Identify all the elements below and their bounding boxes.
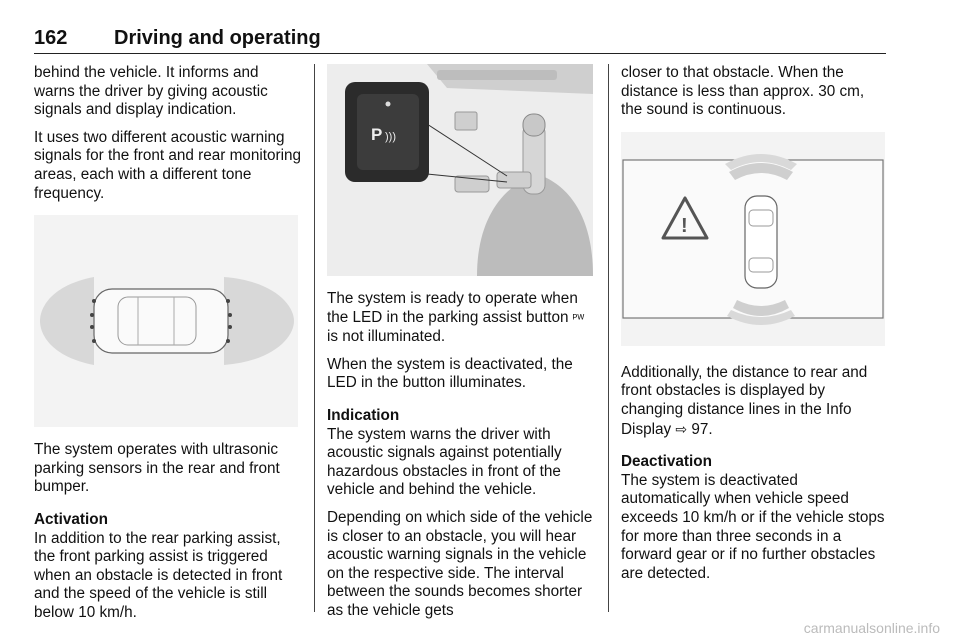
paragraph: In addition to the rear parking assist, the front parking assist is triggered when an obstacle is detected in front and the speed of the vehicle is still below 10 km/h. bbox=[34, 529, 283, 621]
column-2 bbox=[327, 64, 597, 630]
paragraph: closer to that obstacle. When the distance is less than approx. 30 cm, the sound is continuous. bbox=[621, 64, 865, 119]
page-number: 162 bbox=[34, 27, 68, 49]
heading-indication: Indication bbox=[327, 406, 400, 424]
sensor-wave-icon: ))) bbox=[385, 131, 396, 143]
paragraph: It uses two different acoustic warning signals for the front and rear monitoring areas, each with a different tone frequency. bbox=[34, 128, 301, 202]
paragraph-text: The system is ready to operate when the LED in the parking assist button bbox=[327, 290, 578, 326]
paragraph: Depending on which side of the vehicle is closer to an obstacle, you will hear acoustic warning signals in the vehicle on the respective side. The interval between the sounds becomes shorter as the vehicle gets bbox=[327, 508, 593, 619]
console-button-figure bbox=[327, 64, 593, 276]
parking-button-label: P bbox=[371, 125, 383, 144]
page-reference-icon: ⇨ bbox=[675, 420, 688, 437]
info-display-figure bbox=[621, 132, 885, 346]
paragraph: behind the vehicle. It informs and warns the driver by giving acoustic signals and display indication. bbox=[34, 64, 268, 119]
paragraph-text: Additionally, the distance to rear and front obstacles is displayed by changing distance lines in the Info Display bbox=[621, 363, 868, 438]
heading-deactivation: Deactivation bbox=[621, 453, 712, 471]
paragraph bbox=[621, 364, 889, 439]
heading-activation: Activation bbox=[34, 510, 108, 528]
paragraph: The system operates with ultrasonic parking sensors in the rear and front bumper. bbox=[34, 441, 280, 496]
paragraph: The system is deactivated automatically when vehicle speed exceeds 10 km/h or if the vehicle stops for more than three seconds in a forward gear or if no further obstacles are detected. bbox=[621, 471, 885, 582]
paragraph: When the system is deactivated, the LED in the button illuminates. bbox=[327, 355, 573, 392]
column-3 bbox=[621, 64, 889, 592]
parking-sensor-figure bbox=[34, 215, 298, 427]
column-divider bbox=[608, 64, 609, 612]
watermark: carmanualsonline.info bbox=[803, 620, 940, 636]
page-reference[interactable]: 97. bbox=[691, 420, 713, 438]
column-divider bbox=[314, 64, 315, 612]
car-body-icon bbox=[94, 289, 228, 353]
paragraph bbox=[327, 290, 597, 347]
page-header bbox=[34, 27, 886, 54]
paragraph-text: is not illuminated. bbox=[327, 328, 446, 346]
page-title: Driving and operating bbox=[114, 27, 321, 49]
paragraph: The system warns the driver with acoustic signals against potentially hazardous obstacles in front of the vehicle and behind the vehicle. bbox=[327, 425, 562, 499]
column-1 bbox=[34, 64, 302, 632]
parking-assist-icon: ᴾᵂ bbox=[572, 312, 585, 325]
footer bbox=[0, 620, 960, 636]
warning-symbol: ! bbox=[681, 214, 688, 237]
